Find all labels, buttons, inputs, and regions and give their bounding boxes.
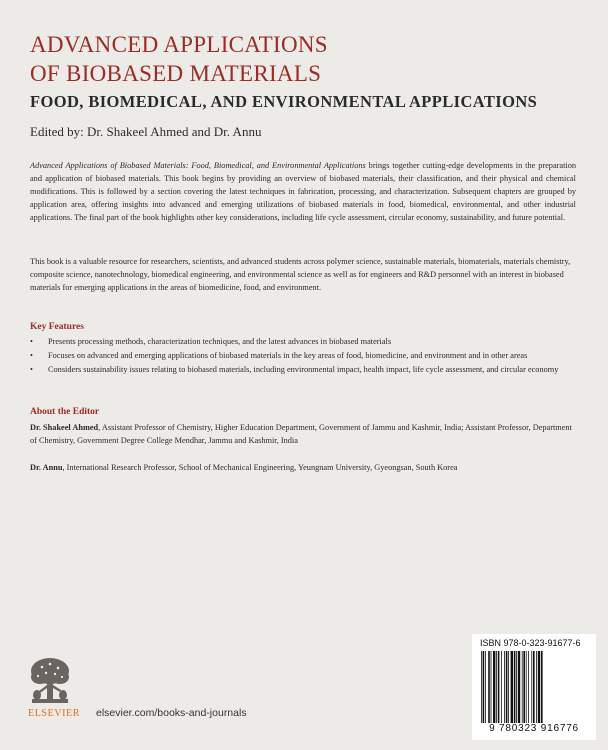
title-line-1: ADVANCED APPLICATIONS	[30, 32, 328, 57]
barcode-panel	[472, 634, 596, 740]
key-features-heading: Key Features	[30, 322, 84, 332]
list-item	[30, 350, 576, 362]
bullet-icon: •	[30, 365, 33, 375]
about-editor-heading: About the Editor	[30, 407, 100, 417]
publisher-url[interactable]: elsevier.com/books-and-journals	[96, 707, 247, 719]
key-feature-text: Presents processing methods, characterization techniques, and the latest advances in biobased materials	[48, 337, 392, 346]
elsevier-tree-logo-icon	[28, 655, 72, 707]
editor-name: Dr. Annu	[30, 463, 63, 472]
title-line-2: OF BIOBASED MATERIALS	[30, 61, 322, 86]
editor-bio-1	[30, 422, 576, 448]
description-paragraph-2: This book is a valuable resource for researchers, scientists, and advanced students across polymer science, sustainable materials, biomaterials, materials chemistry, composite science, nanotechnology, biomedical engineering, and environmental science as well as for engineers and R&D personnel with an interest in biobased materials for emerging applications in the areas of biomedicine, food, and environment.	[30, 257, 571, 292]
bullet-icon: •	[30, 337, 33, 346]
book-subtitle: FOOD, BIOMEDICAL, AND ENVIRONMENTAL APPLICATIONS	[30, 92, 538, 111]
editors-line: Edited by: Dr. Shakeel Ahmed and Dr. Annu	[30, 124, 262, 139]
barcode-digits: 9 780323 916776	[489, 723, 579, 734]
barcode-icon	[480, 651, 588, 723]
bullet-icon: •	[30, 351, 33, 361]
book-title	[30, 30, 328, 88]
key-feature-text: Considers sustainability issues relating to biobased materials, including environmental impact, health impact, life cycle assessment, and circular economy	[48, 365, 559, 375]
publisher-wordmark: ELSEVIER	[28, 708, 81, 719]
editor-name: Dr. Shakeel Ahmed	[30, 423, 99, 432]
editor-affiliation: , International Research Professor, School of Mechanical Engineering, Yeungnam University, Gyeongsan, South Korea	[62, 463, 458, 472]
isbn-label: ISBN 978-0-323-91677-6	[480, 638, 581, 648]
description-italic-lead: Advanced Applications of Biobased Materials: Food, Biomedical, and Environmental Applications	[30, 161, 366, 170]
editor-affiliation: , Assistant Professor of Chemistry, Higher Education Department, Government of Jammu and Kashmir, India; Assistant Professor, Department of Chemistry, Government Degree College Mendhar, Jammu and Kashmir, India	[30, 423, 572, 445]
description-text: brings together cutting-edge developments in the preparation and application of biobased materials. This book begins by providing an overview of biobased materials, their classification, and their physical and chemical modifications. This is followed by a section covering the latest techniques in fabrication, processing, and characterization. Subsequent chapters are grouped by application area, offering insights into advanced and emerging utilizations of biobased materials in food, biomedical, environmental, and other industrial applications. The final part of the book highlights other key considerations, including life cycle assessment, circular economy, sustainability, and future potential.	[30, 161, 576, 222]
key-feature-text: Focuses on advanced and emerging applications of biobased materials in the key areas of food, biomedicine, and environment and in other areas	[48, 351, 528, 361]
list-item	[30, 364, 576, 376]
key-features-list	[30, 336, 576, 379]
editor-bio-2	[30, 462, 576, 475]
description-paragraph-1	[30, 160, 576, 225]
list-item	[30, 336, 576, 348]
